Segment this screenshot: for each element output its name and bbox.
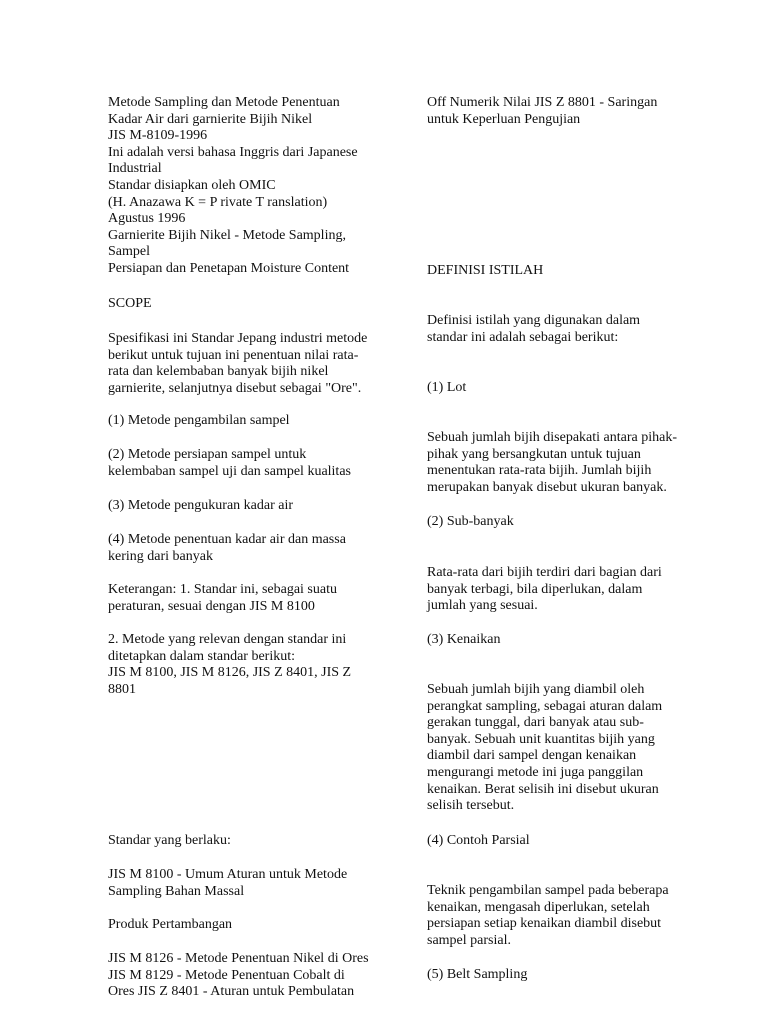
scope-heading	[108, 296, 152, 313]
document-header	[108, 95, 358, 278]
term-label: (4) Contoh Parsial	[427, 833, 530, 848]
applicable-heading-text: Standar yang berlaku:	[108, 833, 231, 848]
applicable-standards-heading	[108, 833, 231, 850]
paragraph-line: selisih tersebut.	[427, 798, 515, 814]
paragraph-line: diambil dari sampel dengan kenaikan	[427, 748, 637, 764]
term-definition	[427, 682, 662, 815]
paragraph-line: mengurangi metode ini juga panggilan	[427, 764, 644, 780]
paragraph-line: Ores JIS Z 8401 - Aturan untuk Pembulatan	[108, 984, 355, 1000]
term-heading	[427, 380, 466, 397]
paragraph-line: JIS M 8129 - Metode Penentuan Cobalt di	[108, 967, 345, 983]
paragraph-line: garnierite, selanjutnya disebut sebagai "Ore".	[108, 380, 362, 396]
term-label: (2) Sub-banyak	[427, 514, 514, 529]
continued-paragraph	[427, 95, 657, 128]
list-item-1	[108, 413, 290, 430]
paragraph-line: Keterangan: 1. Standar ini, sebagai suatu	[108, 582, 337, 597]
list-item-text: (4) Metode penentuan kadar air dan massa	[108, 532, 346, 547]
term-heading	[427, 833, 530, 850]
term-heading	[427, 967, 527, 984]
header-line: Agustus 1996	[108, 211, 186, 227]
paragraph-line: perangkat sampling, sebagai aturan dalam	[427, 698, 663, 714]
header-line: JIS M-8109-1996	[108, 128, 208, 144]
paragraph-line: rata dan kelembaban banyak bijih nikel	[108, 364, 329, 380]
paragraph-line: Sebuah jumlah bijih disepakati antara pihak-	[427, 430, 677, 445]
term-definition	[427, 883, 669, 949]
scope-paragraph	[108, 331, 367, 397]
paragraph-line: sampel parsial.	[427, 932, 511, 948]
standard-entry	[108, 867, 347, 900]
header-line: Persiapan dan Penetapan Moisture Content	[108, 260, 350, 276]
paragraph-line: JIS M 8100, JIS M 8126, JIS Z 8401, JIS Z	[108, 665, 352, 681]
header-line: Standar disiapkan oleh OMIC	[108, 177, 276, 193]
list-item-4	[108, 532, 346, 565]
term-definition	[427, 430, 677, 496]
header-line: Garnierite Bijih Nikel - Metode Sampling,	[108, 227, 346, 243]
paragraph-line: 8801	[108, 681, 136, 697]
note-2-paragraph	[108, 632, 351, 698]
list-item-3	[108, 498, 293, 515]
header-line: Sampel	[108, 244, 150, 260]
paragraph-line: jumlah yang sesuai.	[427, 598, 538, 614]
paragraph-line: berikut untuk tujuan ini penentuan nilai rata-	[108, 347, 359, 363]
definitions-heading-text: DEFINISI ISTILAH	[427, 263, 544, 278]
list-item-text: kelembaban sampel uji dan sampel kualitas	[108, 463, 351, 479]
paragraph-line: ditetapkan dalam standar berikut:	[108, 648, 295, 664]
list-item-2	[108, 447, 351, 480]
term-heading	[427, 514, 514, 531]
term-label: (3) Kenaikan	[427, 632, 501, 647]
paragraph-line: banyak. Sebuah unit kuantitas bijih yang	[427, 731, 655, 747]
list-item-text: (1) Metode pengambilan sampel	[108, 413, 290, 428]
definitions-intro	[427, 313, 640, 346]
paragraph-line: merupakan banyak disebut ukuran banyak.	[427, 479, 667, 495]
paragraph-line: peraturan, sesuai dengan JIS M 8100	[108, 598, 315, 614]
paragraph-line: standar ini adalah sebagai berikut:	[427, 329, 619, 345]
paragraph-line: persiapan setiap kenaikan diambil disebut	[427, 916, 662, 932]
header-line: Industrial	[108, 161, 162, 177]
paragraph-line: JIS M 8100 - Umum Aturan untuk Metode	[108, 867, 348, 882]
list-item-text: (3) Metode pengukuran kadar air	[108, 498, 294, 513]
note-paragraph	[108, 582, 337, 615]
paragraph-line: Sebuah jumlah bijih yang diambil oleh	[427, 682, 645, 697]
header-line: Metode Sampling dan Metode Penentuan	[108, 95, 340, 110]
term-label: (1) Lot	[427, 380, 467, 395]
paragraph-line: gerakan tunggal, dari banyak atau sub-	[427, 715, 644, 731]
term-label: (5) Belt Sampling	[427, 967, 528, 982]
header-line: (H. Anazawa K = P rivate T ranslation)	[108, 194, 328, 210]
paragraph-line: pihak yang bersangkutan untuk tujuan	[427, 446, 641, 462]
paragraph-line: Teknik pengambilan sampel pada beberapa	[427, 883, 669, 898]
paragraph-line: JIS M 8126 - Metode Penentuan Nikel di Ores	[108, 951, 369, 966]
paragraph-line: kenaikan. Berat selisih ini disebut ukuran	[427, 781, 659, 797]
paragraph-line: Spesifikasi ini Standar Jepang industri metode	[108, 331, 368, 346]
paragraph-line: menentukan rata-rata bijih. Jumlah bijih	[427, 463, 652, 479]
paragraph-line: Definisi istilah yang digunakan dalam	[427, 313, 641, 328]
scope-heading-text: SCOPE	[108, 296, 152, 311]
paragraph-line: banyak terbagi, bila diperlukan, dalam	[427, 581, 643, 597]
list-item-text: kering dari banyak	[108, 548, 213, 564]
header-line: Ini adalah versi bahasa Inggris dari Japanese	[108, 144, 358, 160]
paragraph-line: Off Numerik Nilai JIS Z 8801 - Saringan	[427, 95, 658, 110]
paragraph-line: Sampling Bahan Massal	[108, 883, 245, 899]
paragraph-line: untuk Keperluan Pengujian	[427, 111, 581, 127]
header-line: Kadar Air dari garnierite Bijih Nikel	[108, 111, 313, 127]
paragraph-line: 2. Metode yang relevan dengan standar ini	[108, 632, 347, 647]
standard-entry	[108, 951, 369, 1001]
paragraph-line: kenaikan, mengasah diperlukan, setelah	[427, 899, 650, 915]
term-heading	[427, 632, 500, 649]
mining-products-text: Produk Pertambangan	[108, 917, 233, 932]
mining-products-label	[108, 917, 232, 934]
term-definition	[427, 565, 662, 615]
paragraph-line: Rata-rata dari bijih terdiri dari bagian dari	[427, 565, 662, 580]
definitions-heading	[427, 263, 543, 280]
list-item-text: (2) Metode persiapan sampel untuk	[108, 447, 307, 462]
